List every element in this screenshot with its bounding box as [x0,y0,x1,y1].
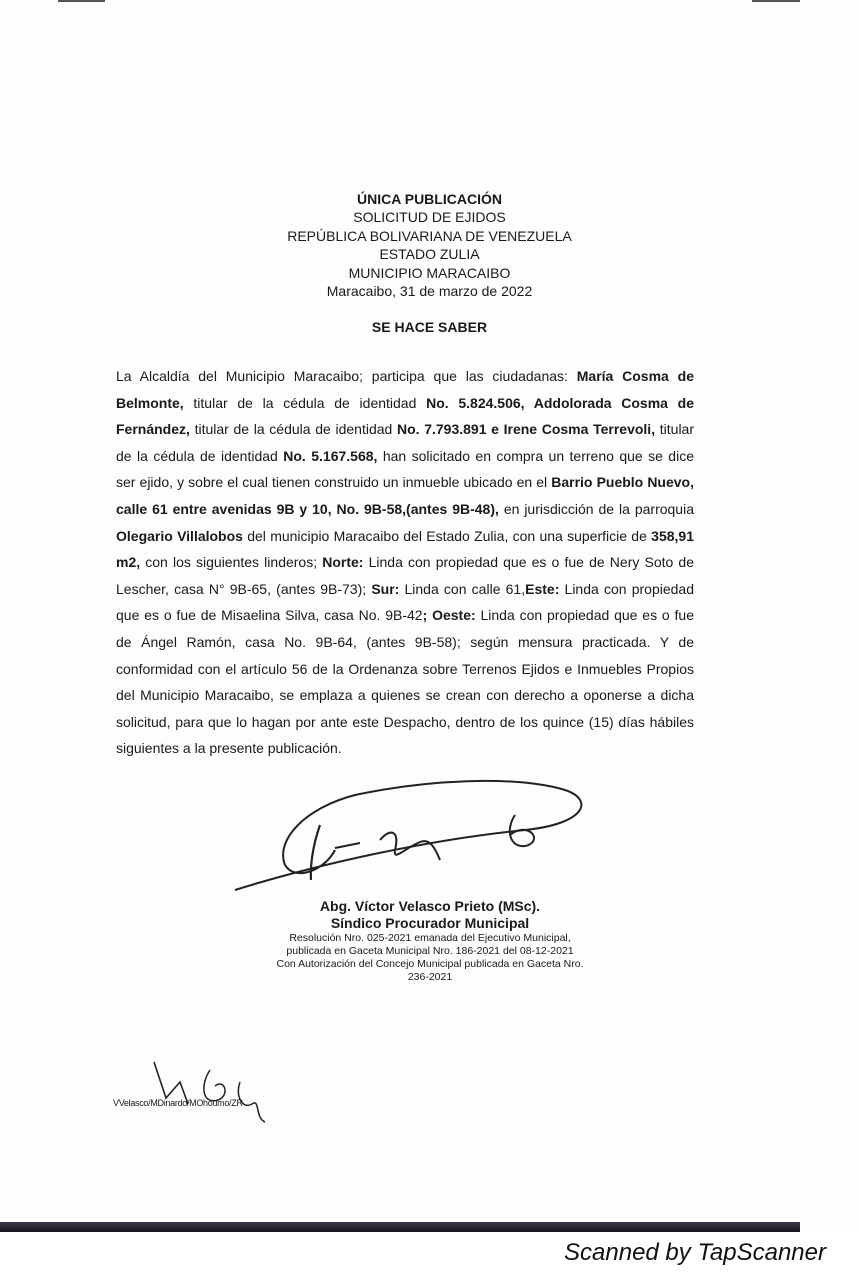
body-text: han solicitado en compra un terreno que se dice ser ejido, y sobre el cual tienen construido un inmueble ubicado en el [116,447,694,491]
signer-note: 236-2021 [407,971,453,983]
header-line-estado: ESTADO ZULIA [379,246,480,263]
body-text: titular de la cédula de identidad [189,421,397,438]
body-bold: Sur: [371,580,400,597]
body-text: titular de la cédula de identidad [183,394,427,411]
header-date: Maracaibo, 31 de marzo de 2022 [326,283,533,300]
body-bold: Norte: [322,554,364,571]
body-bold: No. 7.793.891 e Irene Cosma Terrevoli, [396,421,656,438]
body-bold: María Cosma de Belmonte, [116,368,694,411]
body-bold: No. 5.167.568, [283,447,378,464]
body-text: Linda con propiedad que es o fue de Nery Soto de Lescher, casa N° 9B-65, (antes 9B-73); [116,554,694,597]
signer-note: Con Autorización del Concejo Municipal publicada en Gaceta Nro. [276,958,584,970]
header-line-solicitud: SOLICITUD DE EJIDOS [353,209,506,226]
scanner-watermark: Scanned by TapScanner [564,1239,826,1266]
body-text: La Alcaldía del Municipio Maracaibo; participa que las ciudadanas: [116,368,577,384]
body-text: con los siguientes linderos; [140,554,323,571]
body-bold: Este: [525,580,560,597]
body-text: del municipio Maracaibo del Estado Zulia, con una superficie de [242,527,652,544]
handwritten-signature [225,770,605,900]
body-bold: No. 5.824.506, Addolorada Cosma de Fernández, [116,394,695,438]
signer-position: Síndico Procurador Municipal [330,915,530,931]
transcriber-initials: VVelasco/MDinardo/MOhoumo/ZR [113,1098,243,1108]
signer-note: publicada en Gaceta Municipal Nro. 186-2021 del 08-12-2021 [286,945,574,957]
initials-signature [140,1060,270,1125]
body-text: en jurisdicción de la parroquia [498,500,694,517]
body-text: Linda con calle 61, [399,580,526,597]
body-bold: Barrio Pueblo Nuevo, calle 61 entre avenidas 9B y 10, No. 9B-58,(antes 9B-48), [116,474,694,517]
subtitle: SE HACE SABER [371,319,488,335]
body-text: Linda con propiedad que es o fue de Misaelina Silva, casa No. 9B-42 [116,580,694,624]
scan-edge-line-left [58,0,105,2]
body-bold: 358,91 m2, [116,527,694,571]
header-line-municipio: MUNICIPIO MARACAIBO [348,264,511,281]
signer-name: Abg. Víctor Velasco Prieto (MSc). [319,898,541,914]
scan-edge-line-right [752,0,800,2]
body-bold: ; Oeste: [422,607,476,624]
body-paragraph [116,363,694,762]
header-line-republica: REPÚBLICA BOLIVARIANA DE VENEZUELA [287,227,572,244]
body-text: titular de la cédula de identidad [116,421,695,464]
header-title: ÚNICA PUBLICACIÓN [357,191,502,207]
signer-block [230,898,630,984]
scan-bottom-edge [0,1222,800,1232]
body-text: Linda con propiedad que es o fue de Ángel Ramón, casa No. 9B-64, (antes 9B-58); según mensura practicada. Y de conformidad con el artículo 56 de la Ordenanza sobre Terrenos Ejidos e Inmuebles Propios del Municipio Maracaibo, se emplaza a quienes se crean con derecho a oponerse a dicha solicitud, para que lo hagan por ante este Despacho, dentro de los quince (15) días hábiles siguientes a la presente publicación. [116,607,694,757]
body-bold: Olegario Villalobos [116,527,243,544]
signer-note: Resolución Nro. 025-2021 emanada del Ejecutivo Municipal, [289,932,571,944]
document-header [0,190,859,300]
